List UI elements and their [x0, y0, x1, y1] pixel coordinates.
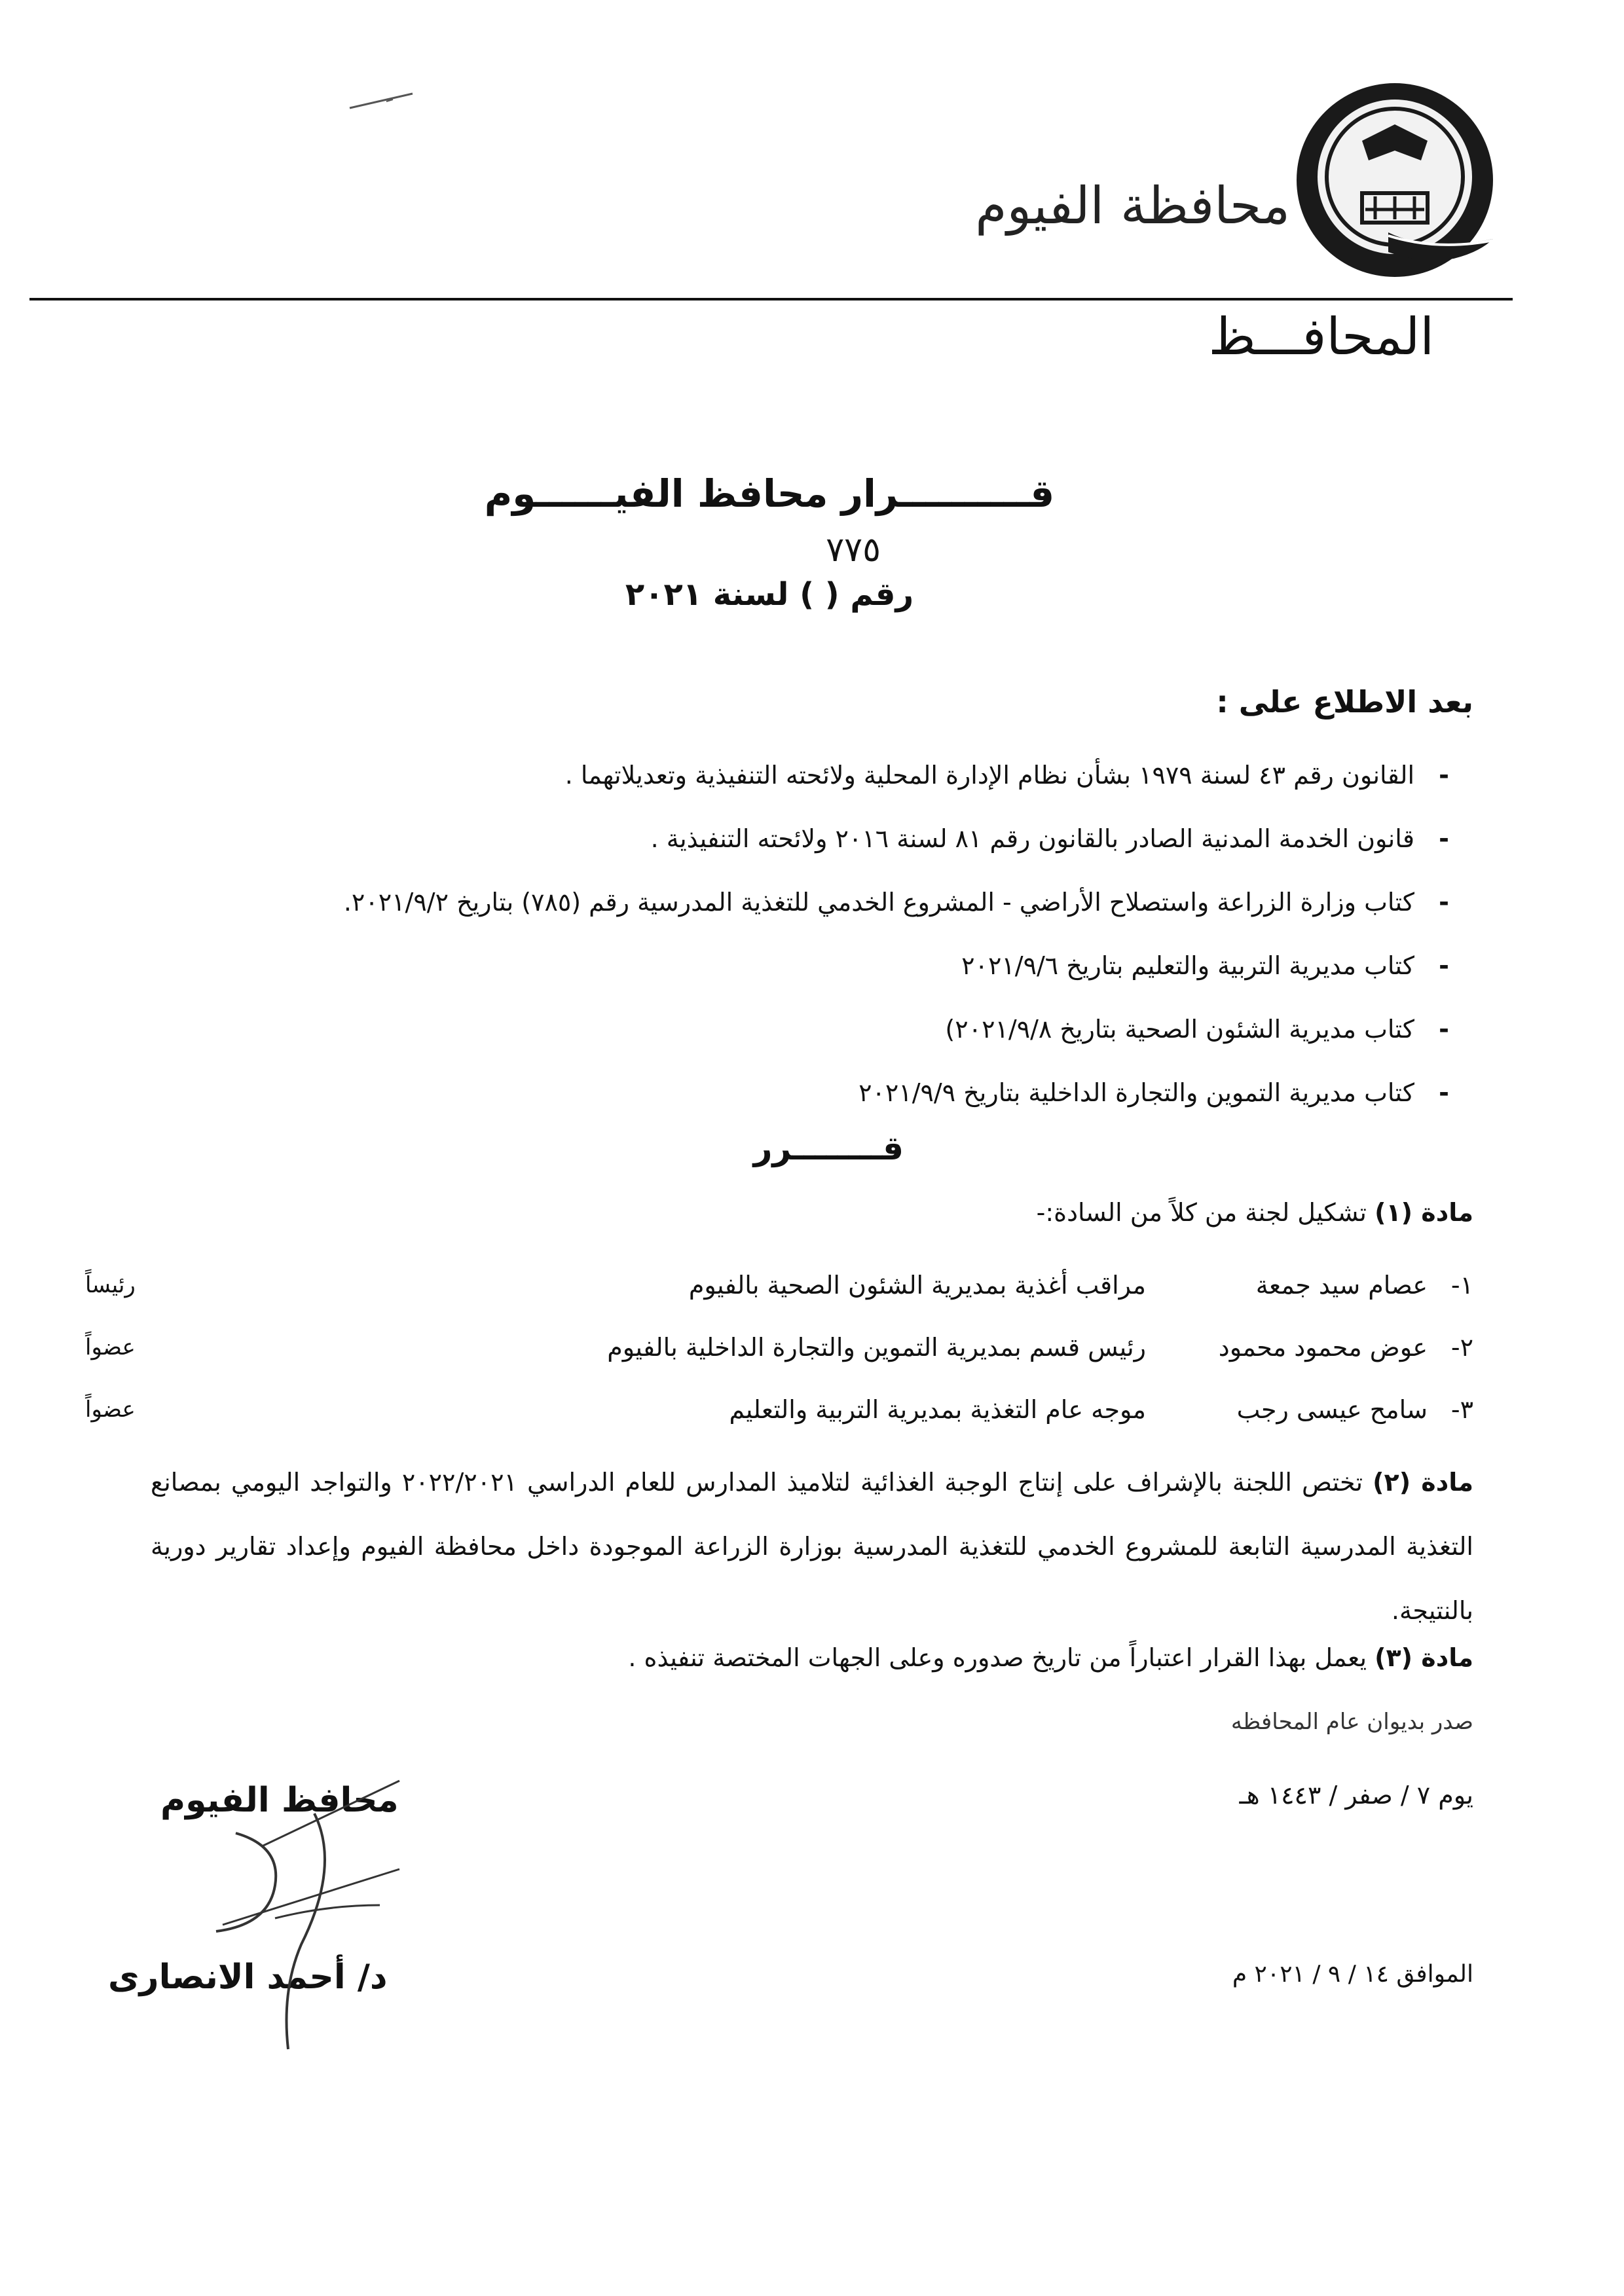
reference-list [85, 743, 1473, 1124]
article-2-text: تختص اللجنة بالإشراف على إنتاج الوجبة الغذائية لتلاميذ المدارس للعام الدراسي ٢٠٢٢/٢٠٢١ والتواجد اليومي بمصانع التغذية المدرسية التابعة للمشروع الخدمي للتغذية المدرسية بوزارة الزراعة الموجودة داخل محافظة الفيوم وإعداد تقارير دورية بالنتيجة. [151, 1468, 1473, 1625]
committee-member-row [85, 1254, 1473, 1316]
committee-member-row [85, 1316, 1473, 1378]
bullet-dash: - [1439, 824, 1449, 853]
signatory-title: محافظ الفيوم [160, 1781, 399, 1820]
member-role: عضواً [85, 1396, 136, 1423]
seal-emblem-icon [1290, 79, 1506, 282]
governorate-name: محافظة الفيوم [975, 177, 1290, 236]
committee-members [85, 1254, 1473, 1440]
bullet-dash: - [1439, 887, 1449, 917]
reference-text: كتاب مديرية التموين والتجارة الداخلية بتاريخ ٢٠٢١/٩/٩ [858, 1078, 1414, 1107]
article-2 [151, 1450, 1473, 1643]
bullet-dash: - [1439, 1014, 1449, 1044]
issued-at: صدر بديوان عام المحافظه [1230, 1709, 1473, 1735]
article-1-label: مادة (١) [1375, 1198, 1473, 1227]
article-3-label: مادة (٣) [1375, 1643, 1473, 1672]
reference-item [85, 997, 1473, 1061]
member-role: عضواً [85, 1334, 136, 1360]
gregorian-date: الموافق ١٤ / ٩ / ٢٠٢١ م [1232, 1961, 1473, 1988]
bullet-dash: - [1439, 951, 1449, 980]
bullet-dash: - [1439, 1078, 1449, 1107]
office-title: المحافـــظ [1208, 308, 1434, 367]
article-2-label: مادة (٢) [1373, 1468, 1473, 1497]
handwritten-signature [183, 1755, 485, 2062]
article-3-text: يعمل بهذا القرار اعتباراً من تاريخ صدوره وعلى الجهات المختصة تنفيذه . [628, 1643, 1375, 1672]
preamble-label: بعد الاطلاع على : [1216, 684, 1473, 720]
member-number: ٢- [1450, 1332, 1473, 1362]
reference-text: كتاب وزارة الزراعة واستصلاح الأراضي - المشروع الخدمي للتغذية المدرسية رقم (٧٨٥) بتاريخ ٢٠٢١/٩/٢. [343, 887, 1414, 917]
reference-item [85, 807, 1473, 870]
member-role: رئيساً [85, 1271, 136, 1298]
stray-pen-mark [347, 88, 419, 117]
decision-title: قــــــــــرار محافظ الفيــــــوم [484, 471, 1055, 516]
reference-item [85, 934, 1473, 997]
handwritten-decision-number: ٧٧٥ [826, 530, 881, 570]
bullet-dash: - [1439, 760, 1449, 790]
reference-text: كتاب مديرية التربية والتعليم بتاريخ ٢٠٢١/٩/٦ [961, 951, 1414, 980]
article-1-text: تشكيل لجنة من كلاً من السادة:- [1036, 1198, 1375, 1227]
reference-item [85, 1061, 1473, 1124]
decide-heading: قــــــــرر [753, 1129, 904, 1167]
reference-item [85, 743, 1473, 807]
member-position: رئيس قسم بمديرية التموين والتجارة الداخلية بالفيوم [607, 1332, 1146, 1362]
committee-member-row [85, 1378, 1473, 1440]
member-position: مراقب أغذية بمديرية الشئون الصحية بالفيوم [688, 1270, 1146, 1300]
member-number: ١- [1450, 1270, 1473, 1300]
member-position: موجه عام التغذية بمديرية التربية والتعليم [729, 1394, 1146, 1424]
member-name: سامح عيسى رجب [1236, 1394, 1428, 1424]
article-1 [1037, 1198, 1473, 1227]
reference-text: قانون الخدمة المدنية الصادر بالقانون رقم ٨١ لسنة ٢٠١٦ ولائحته التنفيذية . [650, 824, 1414, 853]
signatory-name: د/ أحمد الانصارى [108, 1958, 388, 1997]
reference-item [85, 870, 1473, 934]
hijri-date: يوم ٧ / صفر / ١٤٤٣ هـ [1239, 1781, 1473, 1810]
article-3 [628, 1643, 1473, 1672]
member-name: عوض محمود محمود [1218, 1332, 1428, 1362]
header-divider [29, 298, 1513, 301]
decision-number-line: رقم ( ) لسنة ٢٠٢١ [625, 576, 914, 613]
member-name: عصام سيد جمعة [1255, 1270, 1428, 1300]
reference-text: القانون رقم ٤٣ لسنة ١٩٧٩ بشأن نظام الإدارة المحلية ولائحته التنفيذية وتعديلاتهما . [564, 760, 1414, 790]
reference-text: كتاب مديرية الشئون الصحية بتاريخ ٢٠٢١/٩/٨) [945, 1014, 1414, 1044]
member-number: ٣- [1450, 1394, 1473, 1424]
